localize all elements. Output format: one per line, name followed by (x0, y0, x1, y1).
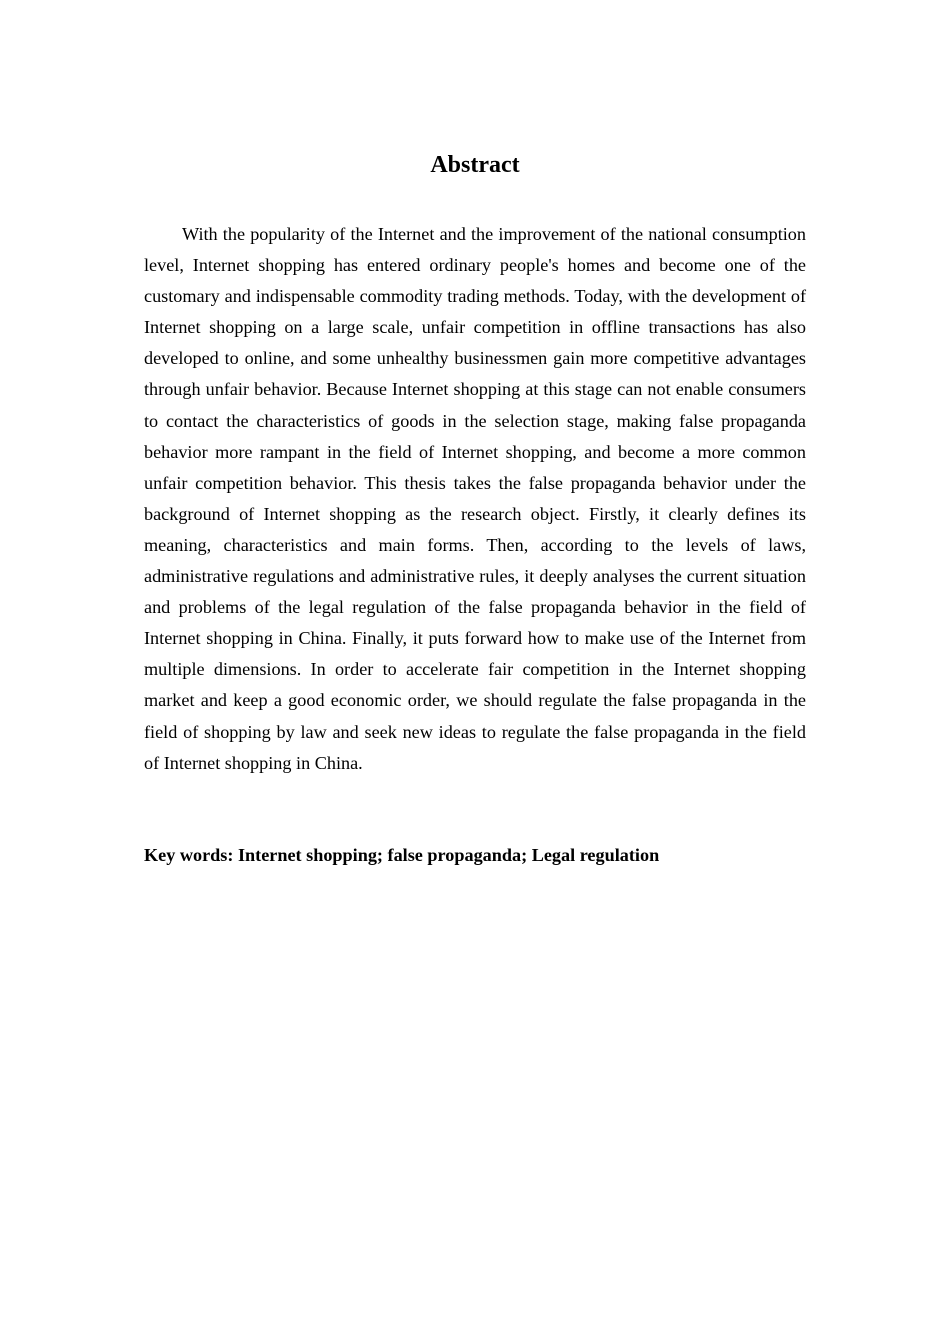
abstract-paragraph: With the popularity of the Internet and the improvement of the national consumption level, Internet shopping has entered ordinary people's homes and become one of the customary and indispensable commodity trading methods. Today, with the development of Internet shopping on a large scale, unfair competition in offline transactions has also developed to online, and some unhealthy businessmen gain more competitive advantages through unfair behavior. Because Internet shopping at this stage can not enable consumers to contact the characteristics of goods in the selection stage, making false propaganda behavior more rampant in the field of Internet shopping, and become a more common unfair competition behavior. This thesis takes the false propaganda behavior under the background of Internet shopping as the research object. Firstly, it clearly defines its meaning, characteristics and main forms. Then, according to the levels of laws, administrative regulations and administrative rules, it deeply analyses the current situation and problems of the legal regulation of the false propaganda behavior in the field of Internet shopping in China. Finally, it puts forward how to make use of the Internet from multiple dimensions. In order to accelerate fair competition in the Internet shopping market and keep a good economic order, we should regulate the false propaganda in the field of shopping by law and seek new ideas to regulate the false propaganda in the field of Internet shopping in China. (144, 224, 806, 773)
page-title: Abstract (430, 152, 520, 178)
keywords-line: Key words: Internet shopping; false propaganda; Legal regulation (144, 845, 660, 865)
